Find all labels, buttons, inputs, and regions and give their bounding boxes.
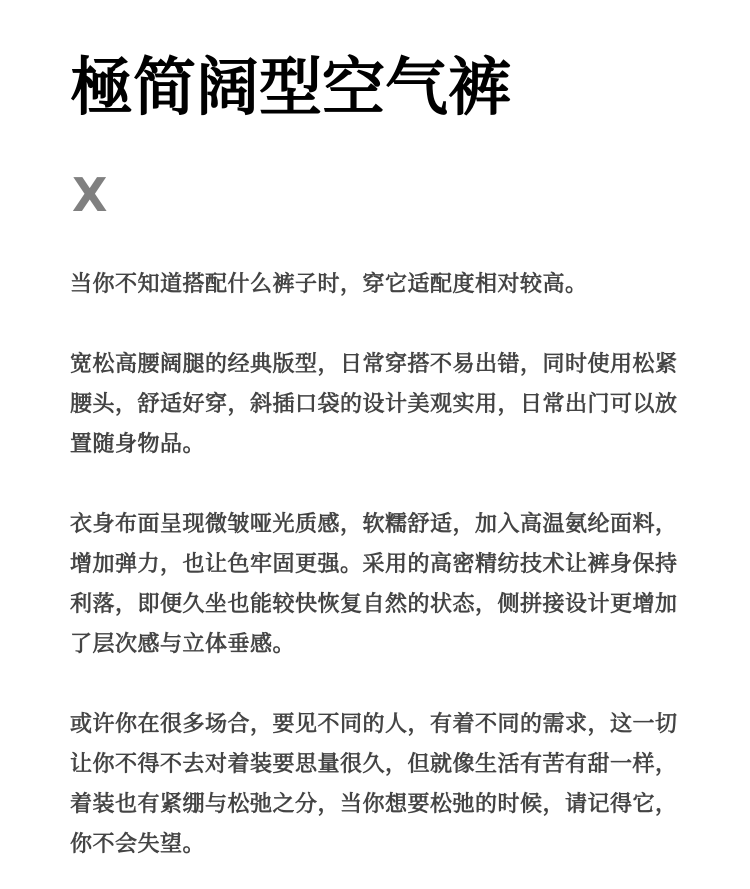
paragraph-intro: 当你不知道搭配什么裤子时，穿它适配度相对较高。 bbox=[70, 272, 588, 297]
paragraph-fit: 宽松高腰阔腿的经典版型，日常穿搭不易出错，同时使用松紧腰头，舒适好穿，斜插口袋的设计美观实用，日常出门可以放置随身物品。 bbox=[70, 352, 678, 457]
paragraph-occasion: 或许你在很多场合，要见不同的人，有着不同的需求，这一切让你不得不去对着装要思量很久，但就像生活有苦有甜一样，着装也有紧绷与松弛之分，当你想要松弛的时候，请记得它，你不会失望。 bbox=[70, 712, 678, 857]
paragraph-fabric: 衣身布面呈现微皱哑光质感，软糯舒适，加入高温氨纶面料，增加弹力，也让色牢固更强。采用的高密精纺技术让裤身保持利落，即便久坐也能较快恢复自然的状态，侧拼接设计更增加了层次感与立体垂感。 bbox=[70, 512, 678, 657]
divider-mark: X bbox=[72, 168, 108, 222]
page-title: 極简阔型空气裤 bbox=[70, 51, 511, 124]
description-body bbox=[70, 265, 690, 865]
